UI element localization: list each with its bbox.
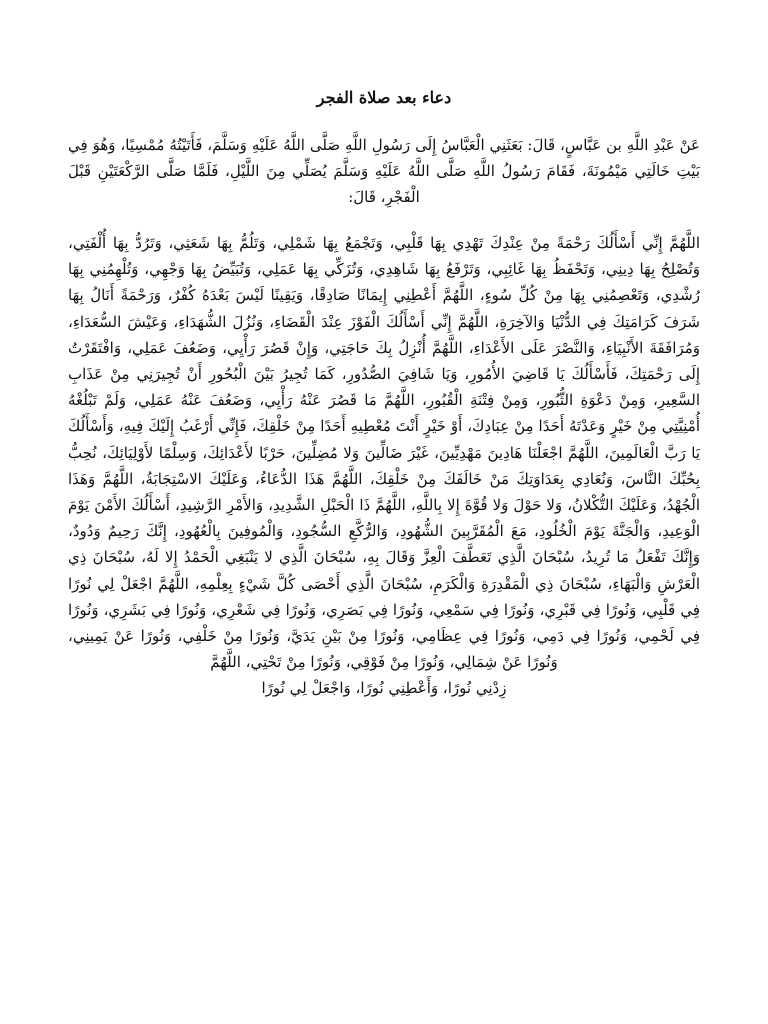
dua-closing-line: زِدْنِي نُورًا، وَأَعْطِنِي نُورًا، وَاجْعَلْ لِي نُورًا xyxy=(261,679,507,698)
hadith-introduction: عَنْ عَبْدِ اللَّهِ بن عَبَّاسٍ، قَالَ: بَعَثَنِي الْعَبَّاسُ إِلَى رَسُولِ اللَّهِ صَلَّى اللَّهُ عَلَيْهِ وَسَلَّمَ، فَأَتَيْتُهُ مُمْسِيًا، وَهُوَ فِي بَيْتِ خَالَتِي مَيْمُونَةَ، فَقَامَ رَسُولُ اللَّهِ صَلَّى اللَّهُ عَلَيْهِ وَسَلَّمَ يُصَلِّي مِنَ اللَّيْلِ، فَلَمَّا صَلَّى الرَّكْعَتَيْنِ قَبْلَ الْفَجْرِ، قَالَ: xyxy=(68,136,700,206)
dua-body: اللَّهُمَّ إِنِّي أَسْأَلُكَ رَحْمَةً مِنْ عِنْدِكَ تَهْدِي بِهَا قَلْبِي، وَتَجْمَعُ بِهَا شَمْلِي، وَتَلُمُّ بِهَا شَعَثِي، وَتَرُدُّ بِهَا أُلْفَتِي، وَتُصْلِحُ بِهَا دِينِي، وَتَحْفَظُ بِهَا غَائِبِي، وَتَرْفَعُ بِهَا شَاهِدِي، وَتُزَكِّي بِهَا عَمَلِي، وَتُبَيِّضُ بِهَا وَجْهِي، وَتُلْهِمُنِي بِهَا رُشْدِي، وَتَعْصِمُنِي بِهَا مِنْ كُلِّ سُوءٍ، اللَّهُمَّ أَعْطِنِي إِيمَانًا صَادِقًا، وَيَقِينًا لَيْسَ بَعْدَهُ كُفْرٌ، وَرَحْمَةً أَنَالُ بِهَا شَرَفَ كَرَامَتِكَ فِي الدُّنْيَا وَالآخِرَةِ، اللَّهُمَّ إِنِّي أَسْأَلُكَ الْفَوْزَ عِنْدَ الْقَضَاءِ، وَنُزُلَ الشُّهَدَاءِ، وَعَيْشَ السُّعَدَاءِ، وَمُرَافَقَةَ الأَنْبِيَاءِ، وَالنَّصْرَ عَلَى الأَعْدَاءِ، اللَّهُمَّ أُنْزِلُ بِكَ حَاجَتِي، وَإِنْ قَصُرَ رَأْيِي، وَضَعُفَ عَمَلِي، وَافْتَقَرْتُ إِلَى رَحْمَتِكَ، فَأَسْأَلُكَ يَا قَاضِيَ الأُمُورِ، وَيَا شَافِيَ الصُّدُورِ، كَمَا تُجِيرُ بَيْنَ الْبُحُورِ أَنْ تُجِيرَنِي مِنْ عَذَابِ السَّعِيرِ، وَمِنْ دَعْوَةِ الثُّبُورِ، وَمِنْ فِتْنَةِ الْقُبُورِ، اللَّهُمَّ مَا قَصُرَ عَنْهُ رَأْيِي، وَضَعُفَ عَنْهُ عَمَلِي، وَلَمْ تَبْلُغْهُ أُمْنِيَّتِي مِنْ خَيْرٍ وَعَدْتَهُ أَحَدًا مِنْ عِبَادِكَ، أَوْ خَيْرٍ أَنْتَ مُعْطِيهِ أَحَدًا مِنْ خَلْقِكَ، فَإِنِّي أَرْغَبُ إِلَيْكَ فِيهِ، وَأَسْأَلُكَ يَا رَبَّ الْعَالَمِينَ، اللَّهُمَّ اجْعَلْنَا هَادِينَ مَهْدِيِّينَ، غَيْرَ ضَالِّينَ وَلا مُضِلِّينَ، حَرْبًا لأَعْدَائِكَ، وَسِلْمًا لأَوْلِيَائِكَ، نُحِبُّ بِحُبِّكَ النَّاسَ، وَنُعَادِي بِعَدَاوَتِكَ مَنْ خَالَفَكَ مِنْ خَلْقِكَ، اللَّهُمَّ هَذَا الدُّعَاءُ، وَعَلَيْكَ الاسْتِجَابَةُ، اللَّهُمَّ وَهَذَا الْجُهْدُ، وَعَلَيْكَ التُّكْلانُ، وَلا حَوْلَ وَلا قُوَّةَ إِلا بِاللَّهِ، اللَّهُمَّ ذَا الْحَبْلِ الشَّدِيدِ، وَالأَمْرِ الرَّشِيدِ، أَسْأَلُكَ الأَمْنَ يَوْمَ الْوَعِيدِ، وَالْجَنَّةَ يَوْمَ الْخُلُودِ، مَعَ الْمُقَرَّبِينَ الشُّهُودِ، وَالرُّكَّعِ السُّجُودِ، وَالْمُوفِينَ بِالْعُهُودِ، إِنَّكَ رَحِيمٌ وَدُودٌ، وَإِنَّكَ تَفْعَلُ مَا تُرِيدُ، سُبْحَانَ الَّذِي تَعَطَّفَ الْعِزَّ وَقَالَ بِهِ، سُبْحَانَ الَّذِي لا يَنْبَغِي الْحَمْدُ إِلا لَهُ، سُبْحَانَ ذِي الْعَرْشِ وَالْبَهَاءِ، سُبْحَانَ ذِي الْمَقْدِرَةِ وَالْكَرَمِ، سُبْحَانَ الَّذِي أَحْصَى كُلَّ شَيْءٍ بِعِلْمِهِ، اللَّهُمَّ اجْعَلْ لِي نُورًا فِي قَلْبِي، وَنُورًا فِي قَبْرِي، وَنُورًا فِي سَمْعِي، وَنُورًا فِي بَصَرِي، وَنُورًا فِي شَعْرِي، وَنُورًا فِي بَشَرِي، وَنُورًا فِي لَحْمِي، وَنُورًا فِي دَمِي، وَنُورًا فِي عِظَامِي، وَنُورًا مِنْ بَيْنِ يَدَيَّ، وَنُورًا مِنْ خَلْفِي، وَنُورًا عَنْ يَمِينِي، وَنُورًا عَنْ شِمَالِي، وَنُورًا مِنْ فَوْقِي، وَنُورًا مِنْ تَحْتِي، اللَّهُمَّ xyxy=(68,234,700,672)
document-title: دعاء بعد صلاة الفجر xyxy=(316,88,452,107)
